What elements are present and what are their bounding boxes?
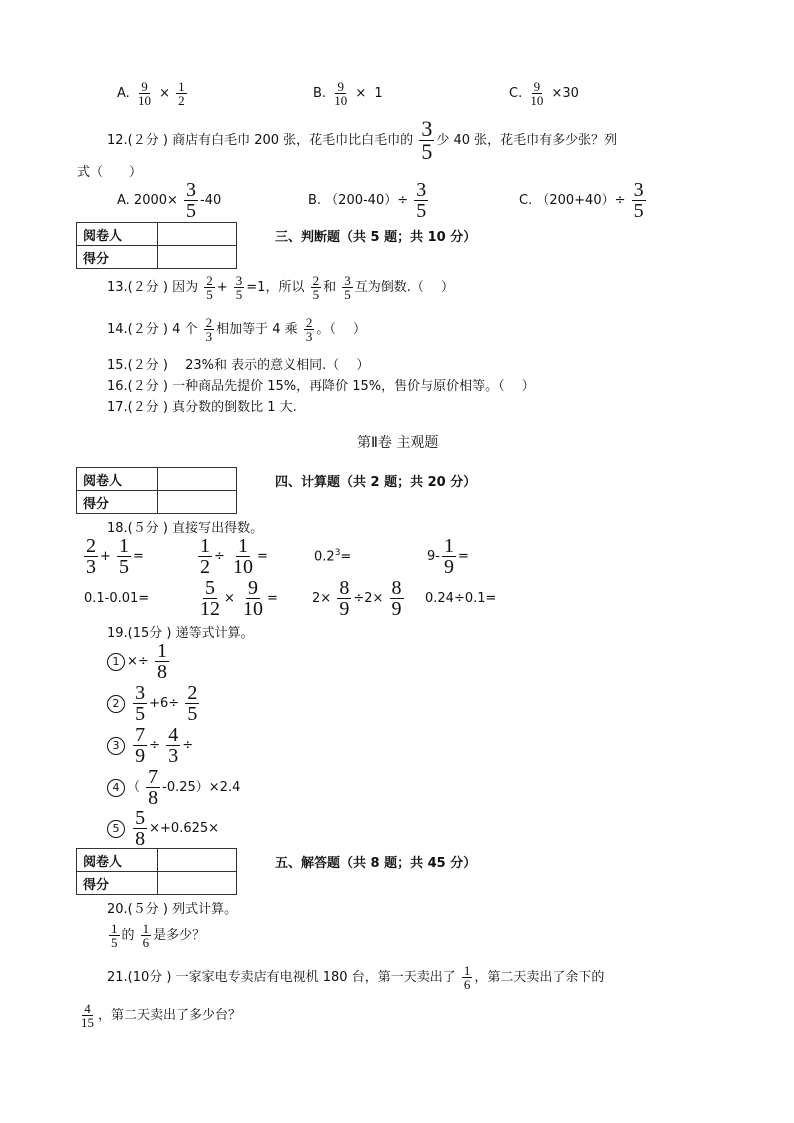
q18-expr-2: $\frac{1}{2}$ ÷ $\frac{1}{10}$ = bbox=[200, 535, 268, 578]
q17: 17.(２分 ) 真分数的倒数比 1 大. bbox=[107, 400, 297, 415]
q18-expr-5: 0.1-0.01= bbox=[84, 591, 150, 606]
q20-expr: $\frac{1}{5}$ 的 $\frac{1}{6}$ 是多少？ bbox=[111, 921, 206, 950]
q13: 13.(２分 ) 因为 $\frac{2}{5}$ + $\frac{3}{5}$ =1，所以 $\frac{2}{5}$ 和 $\frac{3}{5}$ 互为倒数.（ ） bbox=[107, 273, 455, 302]
q18-expr-4: 9- $\frac{1}{9}$ = bbox=[427, 535, 469, 578]
reviewer-label: 阅卷人 bbox=[77, 223, 158, 246]
score-cell[interactable] bbox=[158, 246, 237, 269]
reviewer-label: 阅卷人 bbox=[77, 468, 158, 491]
q18-expr-3: $0.2^3=$ bbox=[314, 548, 352, 565]
q18-expr-1: $\frac{2}{3}$ + $\frac{1}{5}$ = bbox=[86, 535, 144, 578]
q19-item-3: 3 $\frac{7}{9}$ ÷ $\frac{4}{3}$ ÷ bbox=[107, 725, 193, 766]
q19-item-1: 1 ×÷ $\frac{1}{8}$ bbox=[107, 641, 171, 682]
q12-option-b: B. （200-40）÷ $\frac{3}{5}$ bbox=[308, 179, 427, 222]
score-cell[interactable] bbox=[158, 872, 237, 895]
q21-stem-cont: $\frac{4}{15}$ ，第二天卖出了多少台？ bbox=[81, 1001, 242, 1030]
reviewer-label: 阅卷人 bbox=[77, 849, 158, 872]
q11-option-b: B. $\frac{9}{10}$ × 1 bbox=[313, 79, 383, 108]
score-table bbox=[76, 467, 237, 514]
q19-item-5: 5 $\frac{5}{8}$ ×+0.625× bbox=[107, 808, 219, 849]
score-label: 得分 bbox=[77, 491, 158, 514]
score-label: 得分 bbox=[77, 872, 158, 895]
q12-stem: 12.(２分 ) 商店有白毛巾 200 张，花毛巾比白毛巾的 $\frac{3}{5}$ 少 40 张，花毛巾有多少张？列 bbox=[107, 116, 618, 164]
q18-expr-8: 0.24÷0.1= bbox=[425, 591, 497, 606]
q21-stem: 21.(10分 ) 一家家电专卖店有电视机 180 台，第一天卖出了 $\frac{1}{6}$ ，第二天卖出了余下的 bbox=[107, 963, 605, 992]
q18-stem: 18.(５分 ) 直接写出得数。 bbox=[107, 521, 264, 536]
score-label: 得分 bbox=[77, 246, 158, 269]
q12-stem-cont: 式（ ） bbox=[77, 165, 143, 180]
q19-item-4: 4 （ $\frac{7}{8}$ -0.25）×2.4 bbox=[107, 767, 240, 808]
q12-option-c: C. （200+40）÷ $\frac{3}{5}$ bbox=[519, 179, 644, 222]
q20-stem: 20.(５分 ) 列式计算。 bbox=[107, 902, 238, 917]
q18-expr-7: 2× $\frac{8}{9}$ ÷2× $\frac{8}{9}$ bbox=[312, 577, 402, 620]
reviewer-cell[interactable] bbox=[158, 223, 237, 246]
q16: 16.(２分 ) 一种商品先提价 15%，再降价 15%，售价与原价相等。（ ） bbox=[107, 379, 535, 394]
q19-item-2: 2 $\frac{3}{5}$ +6÷ $\frac{2}{5}$ bbox=[107, 683, 201, 724]
reviewer-cell[interactable] bbox=[158, 849, 237, 872]
q18-expr-6: $\frac{5}{12}$ × $\frac{9}{10}$ = bbox=[200, 577, 278, 620]
score-table bbox=[76, 222, 237, 269]
q19-stem: 19.(15分 ) 递等式计算。 bbox=[107, 626, 254, 641]
score-cell[interactable] bbox=[158, 491, 237, 514]
part-2-title: 第Ⅱ卷 主观题 bbox=[357, 435, 439, 451]
q15: 15.(２分 ) 23%和 表示的意义相同.（ ） bbox=[107, 358, 370, 373]
section-5-title: 五、解答题（共 8 题；共 45 分） bbox=[275, 856, 477, 871]
q11-option-a: A. $\frac{9}{10}$ × $\frac{1}{2}$ bbox=[117, 79, 185, 108]
section-4-title: 四、计算题（共 2 题；共 20 分） bbox=[275, 475, 477, 490]
section-3-title: 三、判断题（共 5 题；共 10 分） bbox=[275, 230, 477, 245]
q12-option-a: A. 2000× $\frac{3}{5}$ -40 bbox=[117, 179, 222, 222]
score-table bbox=[76, 848, 237, 895]
reviewer-cell[interactable] bbox=[158, 468, 237, 491]
q14: 14.(２分 ) 4 个 $\frac{2}{3}$ 相加等于 4 乘 $\frac{2}{3}$ 。（ ） bbox=[107, 315, 366, 344]
q11-option-c: C. $\frac{9}{10}$ ×30 bbox=[509, 79, 579, 108]
